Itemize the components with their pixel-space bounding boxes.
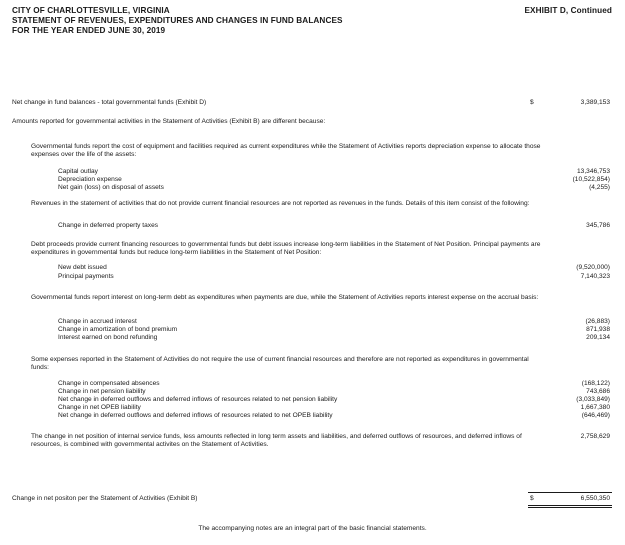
- expenses-paragraph: Some expenses reported in the Statement of Activities do not require the use of current financial resources and therefore are not reported as expenditures in governmental funds:: [31, 356, 529, 372]
- internal-service-funds-value: 2,758,629: [580, 433, 610, 440]
- accrued-interest-label: Change in accrued interest: [58, 318, 137, 325]
- opeb-deferred-flows-value: (646,469): [581, 412, 610, 419]
- total-dollar-sign: $: [530, 495, 534, 502]
- depreciation-expense-value: (10,522,854): [572, 176, 610, 183]
- report-entity-title: CITY OF CHARLOTTESVILLE, VIRGINIA: [12, 6, 170, 15]
- exhibit-label: EXHIBIT D, Continued: [524, 6, 612, 15]
- net-change-value: 3,389,153: [580, 99, 610, 106]
- capital-outlay-label: Capital outlay: [58, 168, 98, 175]
- revenues-paragraph: Revenues in the statement of activities that do not provide current financial resources are not reported as revenues in the funds. Details of this item consist of the following:: [31, 200, 530, 207]
- net-change-label: Net change in fund balances - total governmental funds (Exhibit D): [12, 99, 207, 106]
- footer-note: The accompanying notes are an integral part of the basic financial statements.: [198, 525, 427, 532]
- net-change-dollar-sign: $: [530, 99, 534, 106]
- new-debt-issued-value: (9,520,000): [576, 264, 610, 271]
- total-change-label: Change in net positon per the Statement of Activities (Exhibit B): [12, 495, 198, 502]
- accrued-interest-value: (26,883): [585, 318, 610, 325]
- capital-assets-paragraph: Governmental funds report the cost of equipment and facilities required as current expenditures while the Statement of Activities reports depreciation expense to allocate those expenses over the life of the assets:: [31, 143, 541, 159]
- compensated-absences-label: Change in compensated absences: [58, 380, 160, 387]
- report-statement-title: STATEMENT OF REVENUES, EXPENDITURES AND CHANGES IN FUND BALANCES: [12, 16, 343, 25]
- bond-refunding-interest-label: Interest earned on bond refunding: [58, 334, 158, 341]
- total-change-value: 6,550,350: [580, 495, 610, 502]
- compensated-absences-value: (168,122): [581, 380, 610, 387]
- total-double-rule-upper: [528, 505, 612, 506]
- net-opeb-liability-value: 1,667,380: [580, 404, 610, 411]
- net-pension-liability-value: 743,686: [586, 388, 610, 395]
- depreciation-expense-label: Depreciation expense: [58, 176, 122, 183]
- disposal-gain-loss-value: (4,255): [589, 184, 610, 191]
- debt-proceeds-paragraph: Debt proceeds provide current financing resources to governmental funds but debt issues increase long-term liabilities in the Statement of Net Position. Principal payments are expenditures in governmental funds but reduce long-term liabilities in the Statement of Net Position:: [31, 241, 541, 257]
- report-period-title: FOR THE YEAR ENDED JUNE 30, 2019: [12, 26, 166, 35]
- opeb-deferred-flows-label: Net change in deferred outflows and deferred inflows of resources related to net OPEB liability: [58, 412, 333, 419]
- principal-payments-label: Principal payments: [58, 273, 114, 280]
- net-opeb-liability-label: Change in net OPEB liability: [58, 404, 141, 411]
- bond-refunding-interest-value: 209,134: [586, 334, 610, 341]
- capital-outlay-value: 13,346,753: [576, 168, 610, 175]
- total-top-rule: [528, 492, 612, 493]
- deferred-property-taxes-value: 345,786: [586, 222, 610, 229]
- amounts-reported-intro: Amounts reported for governmental activities in the Statement of Activities (Exhibit B) are different because:: [12, 118, 326, 125]
- bond-premium-amortization-value: 871,938: [586, 326, 610, 333]
- pension-deferred-flows-label: Net change in deferred outflows and deferred inflows of resources related to net pension liability: [58, 396, 338, 403]
- bond-premium-amortization-label: Change in amortization of bond premium: [58, 326, 178, 333]
- pension-deferred-flows-value: (3,033,849): [576, 396, 610, 403]
- new-debt-issued-label: New debt issued: [58, 264, 107, 271]
- net-pension-liability-label: Change in net pension liability: [58, 388, 146, 395]
- deferred-property-taxes-label: Change in deferred property taxes: [58, 222, 159, 229]
- total-double-rule-lower: [528, 507, 612, 508]
- principal-payments-value: 7,140,323: [580, 273, 610, 280]
- disposal-gain-loss-label: Net gain (loss) on disposal of assets: [58, 184, 164, 191]
- interest-paragraph: Governmental funds report interest on long-term debt as expenditures when payments are due, while the Statement of Activities reports interest expense on the accrual basis:: [31, 294, 539, 301]
- internal-service-funds-paragraph: The change in net position of internal service funds, less amounts reflected in long term assets and liabilities, and deferred outflows of resources, and deferred inflows of resources, is combined with governmental activites on the Statement of Activities.: [31, 433, 522, 449]
